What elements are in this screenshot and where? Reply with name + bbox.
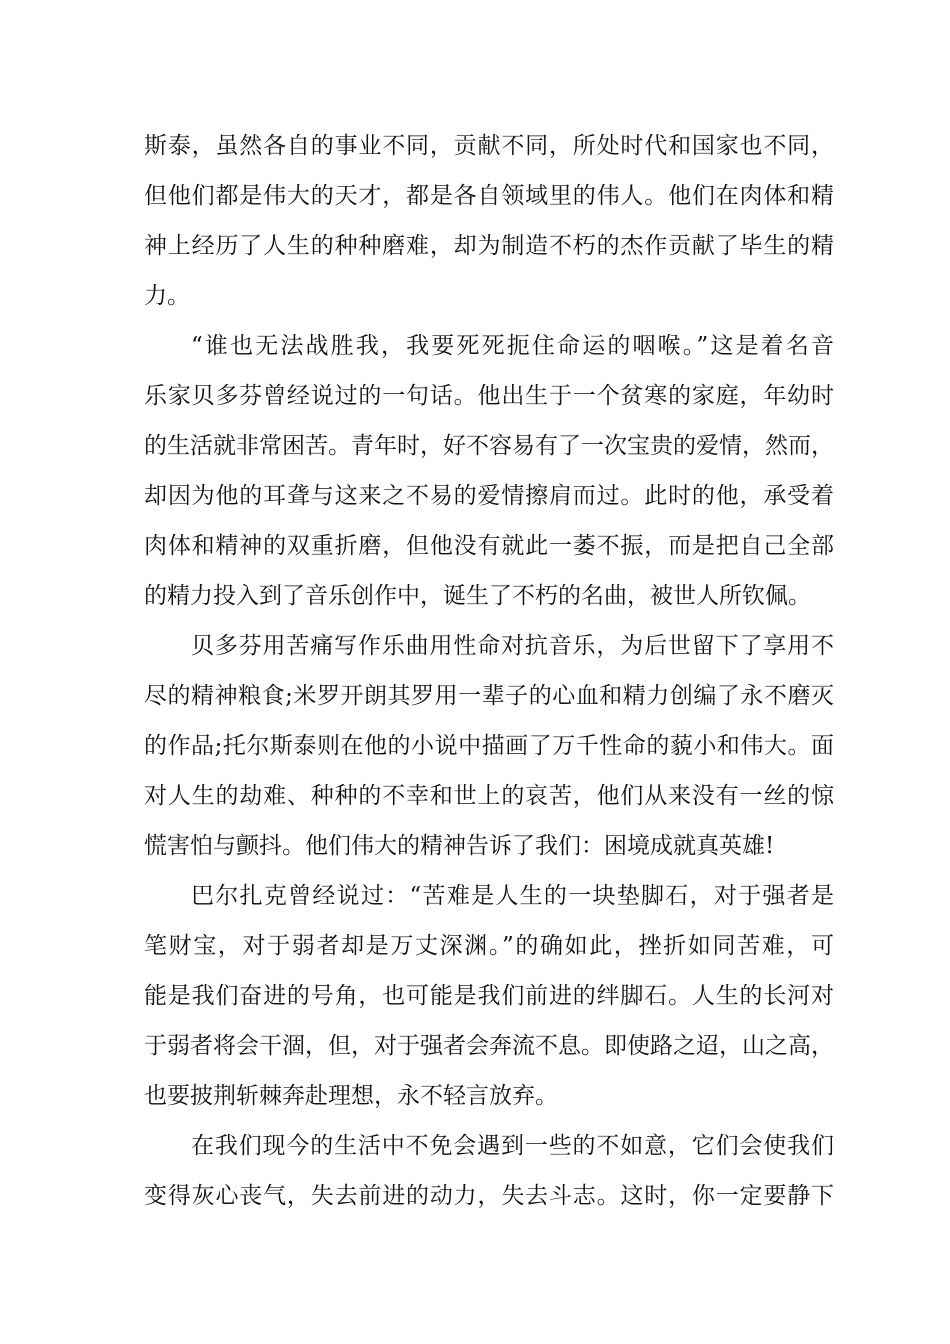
paragraph-first-line: 巴尔扎克曾经说过：“苦难是人生的一块垫脚石，对于强者是 [191, 883, 834, 909]
text-line: 的精力投入到了音乐创作中，诞生了不朽的名曲，被世人所钦佩。 [144, 583, 811, 609]
text-line: 但他们都是伟大的天才，都是各自领域里的伟人。他们在肉体和精 [144, 183, 834, 209]
text-line: 也要披荆斩棘奔赴理想，永不轻言放弃。 [144, 1083, 558, 1109]
text-line: 对人生的劫难、种种的不幸和世上的哀苦，他们从来没有一丝的惊 [144, 783, 834, 809]
text-line: 慌害怕与颤抖。他们伟大的精神告诉了我们：困境成就真英雄! [144, 833, 775, 859]
text-line: 乐家贝多芬曾经说过的一句话。他出生于一个贫寒的家庭，年幼时 [144, 383, 834, 409]
text-line: 肉体和精神的双重折磨，但他没有就此一萎不振，而是把自己全部 [144, 533, 834, 559]
paragraph-first-line: 贝多芬用苦痛写作乐曲用性命对抗音乐，为后世留下了享用不 [191, 633, 834, 659]
text-line: 笔财宝，对于弱者却是万丈深渊。”的确如此，挫折如同苦难，可 [144, 933, 834, 959]
text-line: 却因为他的耳聋与这来之不易的爱情擦肩而过。此时的他，承受着 [144, 483, 834, 509]
text-line: 能是我们奋进的号角，也可能是我们前进的绊脚石。人生的长河对 [144, 983, 834, 1009]
document-body [144, 128, 834, 1228]
text-line: 尽的精神粮食;米罗开朗其罗用一辈子的心血和精力创编了永不磨灭 [144, 683, 834, 709]
text-line: 于弱者将会干涸，但，对于强者会奔流不息。即使路之迢，山之高， [144, 1033, 834, 1059]
text-line: 神上经历了人生的种种磨难，却为制造不朽的杰作贡献了毕生的精 [144, 233, 834, 259]
text-line: 变得灰心丧气，失去前进的动力，失去斗志。这时，你一定要静下 [144, 1183, 834, 1209]
paragraph-first-line: 在我们现今的生活中不免会遇到一些的不如意，它们会使我们 [191, 1133, 834, 1159]
text-line: 的作品;托尔斯泰则在他的小说中描画了万千性命的藐小和伟大。面 [144, 733, 834, 759]
paragraph-first-line: “谁也无法战胜我，我要死死扼住命运的咽喉。”这是着名音 [191, 333, 834, 359]
text-line: 力。 [144, 283, 190, 309]
text-line: 斯泰，虽然各自的事业不同，贡献不同，所处时代和国家也不同， [144, 133, 834, 159]
text-line: 的生活就非常困苦。青年时，好不容易有了一次宝贵的爱情，然而， [144, 433, 834, 459]
